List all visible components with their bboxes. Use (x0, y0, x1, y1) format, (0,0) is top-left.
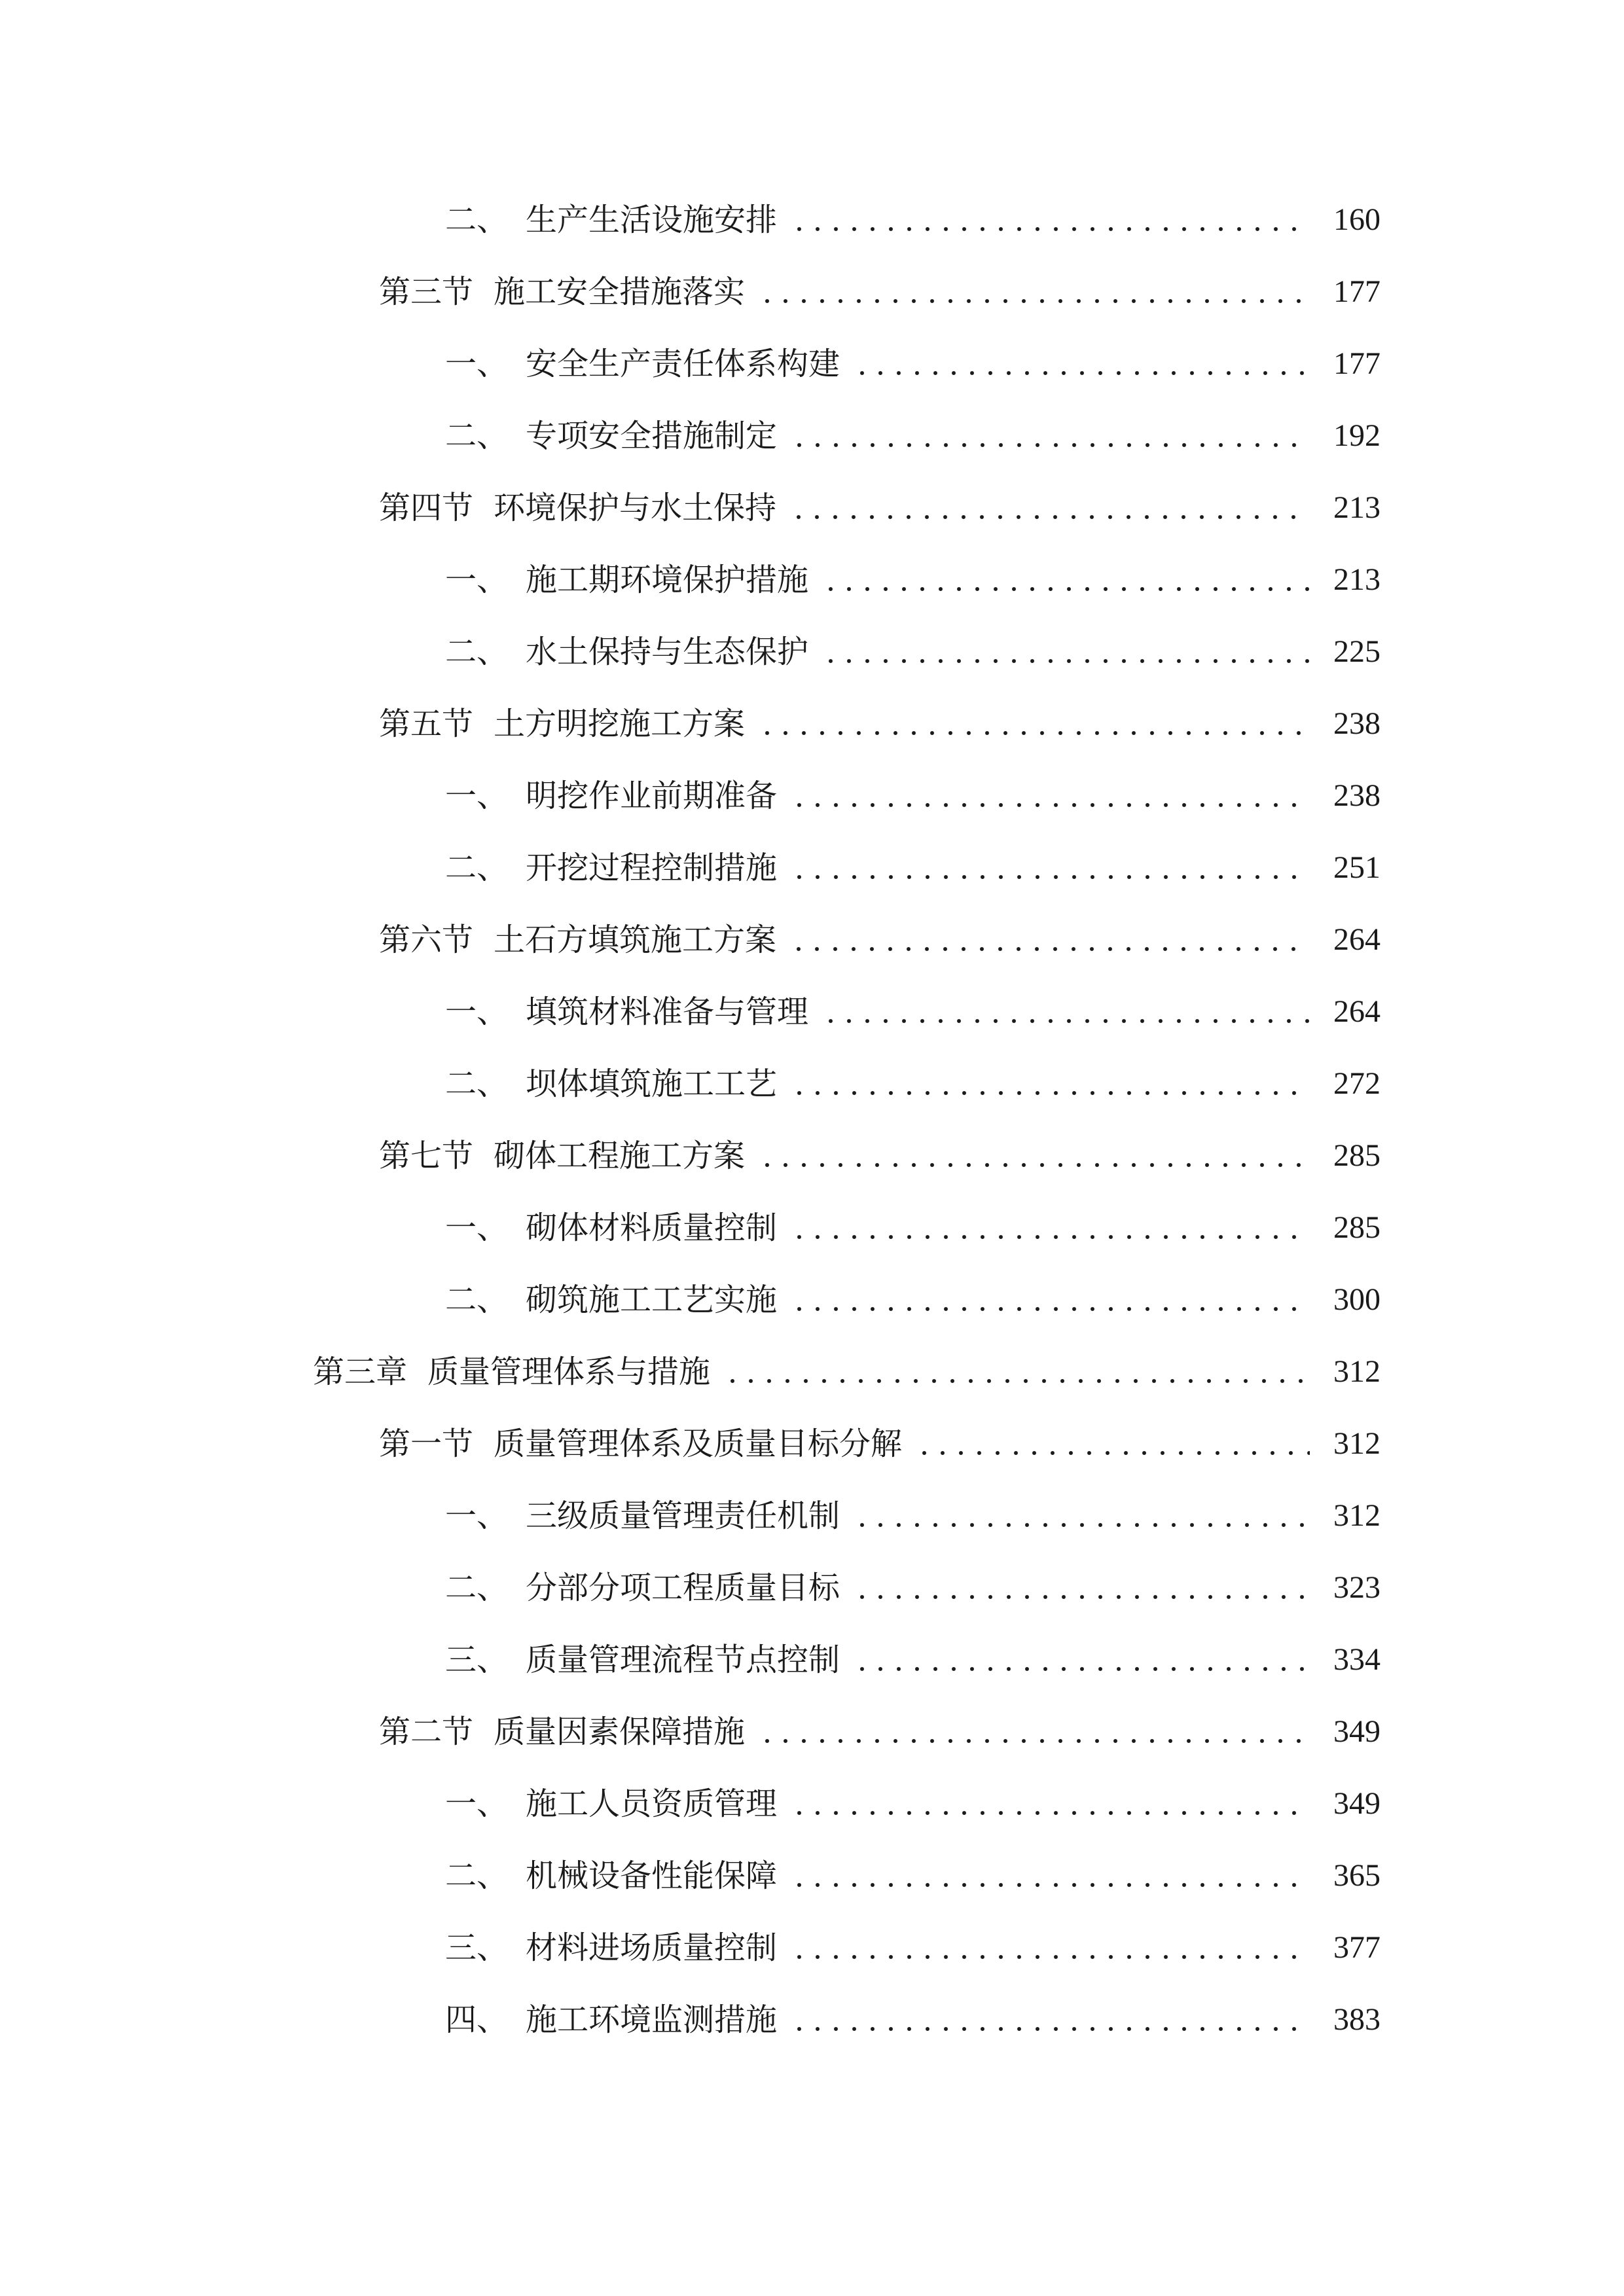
toc-entry-title: 分部分项工程质量目标 (526, 1570, 840, 1606)
dot-leader (758, 1738, 1310, 1744)
toc-entry (313, 904, 1380, 976)
toc-entry (313, 616, 1380, 688)
toc-entry-label: 二、 (445, 418, 509, 454)
toc-entry-page: 213 (1333, 562, 1380, 597)
toc-entry-label: 一、 (445, 1498, 509, 1534)
dot-leader (789, 946, 1310, 952)
table-of-contents (313, 184, 1380, 2056)
dot-leader (853, 1522, 1310, 1528)
toc-entry-label: 一、 (445, 1785, 509, 1822)
toc-entry-page: 160 (1333, 202, 1380, 237)
dot-leader (790, 1306, 1310, 1312)
toc-entry-page: 349 (1333, 1714, 1380, 1749)
toc-entry (313, 1408, 1380, 1480)
dot-leader (758, 730, 1310, 736)
toc-entry (313, 544, 1380, 616)
toc-entry-label: 二、 (445, 850, 509, 886)
toc-entry-page: 238 (1333, 778, 1380, 813)
dot-leader (915, 1450, 1310, 1456)
toc-entry-title: 质量管理体系及质量目标分解 (494, 1426, 903, 1462)
dot-leader (790, 1810, 1310, 1816)
toc-entry-page: 225 (1333, 634, 1380, 669)
toc-entry-title: 机械设备性能保障 (526, 1857, 778, 1894)
toc-entry-label: 二、 (445, 1857, 509, 1894)
toc-entry (313, 1984, 1380, 2056)
toc-entry-title: 砌筑施工工艺实施 (526, 1282, 778, 1318)
toc-entry-label: 一、 (445, 346, 509, 382)
toc-entry-title: 安全生产责任体系构建 (526, 346, 840, 382)
toc-entry-label: 三、 (445, 1929, 509, 1966)
toc-entry-page: 177 (1333, 346, 1380, 381)
toc-entry-page: 377 (1333, 1930, 1380, 1965)
toc-entry-title: 环境保护与水土保持 (494, 490, 777, 526)
toc-entry-page: 323 (1333, 1570, 1380, 1605)
toc-entry-label: 第六节 (379, 922, 474, 958)
toc-entry-label: 第三节 (379, 274, 474, 310)
dot-leader (821, 658, 1310, 664)
toc-entry-label: 二、 (445, 1570, 509, 1606)
dot-leader (790, 1234, 1310, 1240)
dot-leader (853, 1666, 1310, 1672)
toc-entry-title: 填筑材料准备与管理 (526, 994, 809, 1030)
toc-entry-page: 272 (1333, 1066, 1380, 1101)
toc-entry (313, 976, 1380, 1048)
toc-entry-page: 264 (1333, 994, 1380, 1029)
toc-entry-title: 专项安全措施制定 (526, 418, 778, 454)
toc-entry-page: 192 (1333, 418, 1380, 453)
toc-entry-page: 300 (1333, 1282, 1380, 1317)
dot-leader (790, 442, 1310, 448)
toc-entry-title: 质量管理体系与措施 (427, 1354, 711, 1390)
toc-entry-label: 二、 (445, 634, 509, 670)
toc-entry-page: 285 (1333, 1210, 1380, 1245)
toc-entry (313, 1336, 1380, 1408)
toc-entry-page: 264 (1333, 922, 1380, 957)
toc-entry-page: 238 (1333, 706, 1380, 741)
toc-entry-label: 一、 (445, 778, 509, 814)
dot-leader (723, 1378, 1310, 1384)
dot-leader (790, 1882, 1310, 1888)
toc-entry-label: 第七节 (379, 1138, 474, 1174)
dot-leader (790, 874, 1310, 880)
toc-entry (313, 1192, 1380, 1264)
toc-entry-label: 第四节 (379, 490, 474, 526)
toc-entry-title: 三级质量管理责任机制 (526, 1498, 840, 1534)
dot-leader (853, 1594, 1310, 1600)
toc-entry-title: 施工人员资质管理 (526, 1785, 778, 1822)
toc-entry-title: 土石方填筑施工方案 (494, 922, 777, 958)
toc-entry (313, 1120, 1380, 1192)
toc-entry-label: 第三章 (313, 1354, 408, 1390)
toc-entry-title: 生产生活设施安排 (526, 202, 778, 238)
dot-leader (789, 514, 1310, 520)
toc-entry-label: 一、 (445, 562, 509, 598)
toc-entry-title: 坝体填筑施工工艺 (526, 1066, 778, 1102)
toc-entry-page: 334 (1333, 1642, 1380, 1677)
toc-entry (313, 328, 1380, 400)
toc-entry-title: 水土保持与生态保护 (526, 634, 809, 670)
dot-leader (790, 1090, 1310, 1096)
toc-entry-label: 三、 (445, 1641, 509, 1678)
toc-entry (313, 688, 1380, 760)
toc-entry-title: 材料进场质量控制 (526, 1929, 778, 1966)
dot-leader (790, 2026, 1310, 2032)
toc-entry (313, 760, 1380, 832)
toc-entry (313, 1480, 1380, 1552)
toc-entry-page: 285 (1333, 1138, 1380, 1173)
toc-entry-page: 312 (1333, 1426, 1380, 1461)
toc-entry-title: 施工环境监测措施 (526, 2001, 778, 2038)
dot-leader (758, 298, 1310, 304)
toc-entry-label: 二、 (445, 202, 509, 238)
dot-leader (821, 586, 1310, 592)
toc-entry-page: 177 (1333, 274, 1380, 309)
toc-entry-page: 349 (1333, 1786, 1380, 1821)
toc-entry (313, 1840, 1380, 1912)
toc-entry-title: 土方明挖施工方案 (494, 706, 746, 742)
toc-entry (313, 184, 1380, 256)
toc-entry-label: 二、 (445, 1282, 509, 1318)
toc-entry (313, 472, 1380, 544)
toc-entry-label: 四、 (445, 2001, 509, 2038)
toc-entry-title: 砌体材料质量控制 (526, 1210, 778, 1246)
toc-entry-label: 第二节 (379, 1713, 474, 1750)
toc-entry-title: 砌体工程施工方案 (494, 1138, 746, 1174)
toc-entry-title: 质量管理流程节点控制 (526, 1641, 840, 1678)
toc-entry (313, 1048, 1380, 1120)
toc-entry (313, 1696, 1380, 1768)
dot-leader (853, 370, 1310, 376)
toc-entry (313, 1768, 1380, 1840)
toc-entry-title: 明挖作业前期准备 (526, 778, 778, 814)
toc-entry (313, 1264, 1380, 1336)
toc-entry (313, 1624, 1380, 1696)
toc-entry (313, 400, 1380, 472)
dot-leader (758, 1162, 1310, 1168)
toc-entry-title: 施工安全措施落实 (494, 274, 746, 310)
dot-leader (821, 1018, 1310, 1024)
toc-entry-page: 383 (1333, 2002, 1380, 2037)
dot-leader (790, 802, 1310, 808)
toc-entry-title: 开挖过程控制措施 (526, 850, 778, 886)
toc-entry (313, 256, 1380, 328)
toc-entry-page: 312 (1333, 1354, 1380, 1389)
toc-entry (313, 832, 1380, 904)
toc-entry (313, 1912, 1380, 1984)
dot-leader (790, 226, 1310, 232)
toc-entry-page: 365 (1333, 1858, 1380, 1893)
toc-entry-label: 二、 (445, 1066, 509, 1102)
dot-leader (790, 1954, 1310, 1960)
toc-entry-label: 一、 (445, 1210, 509, 1246)
toc-entry-page: 251 (1333, 850, 1380, 885)
toc-entry-label: 第五节 (379, 706, 474, 742)
toc-entry-label: 一、 (445, 994, 509, 1030)
toc-entry-page: 213 (1333, 490, 1380, 525)
toc-entry-page: 312 (1333, 1498, 1380, 1533)
toc-entry-label: 第一节 (379, 1426, 474, 1462)
toc-entry (313, 1552, 1380, 1624)
toc-entry-title: 质量因素保障措施 (494, 1713, 746, 1750)
toc-entry-title: 施工期环境保护措施 (526, 562, 809, 598)
